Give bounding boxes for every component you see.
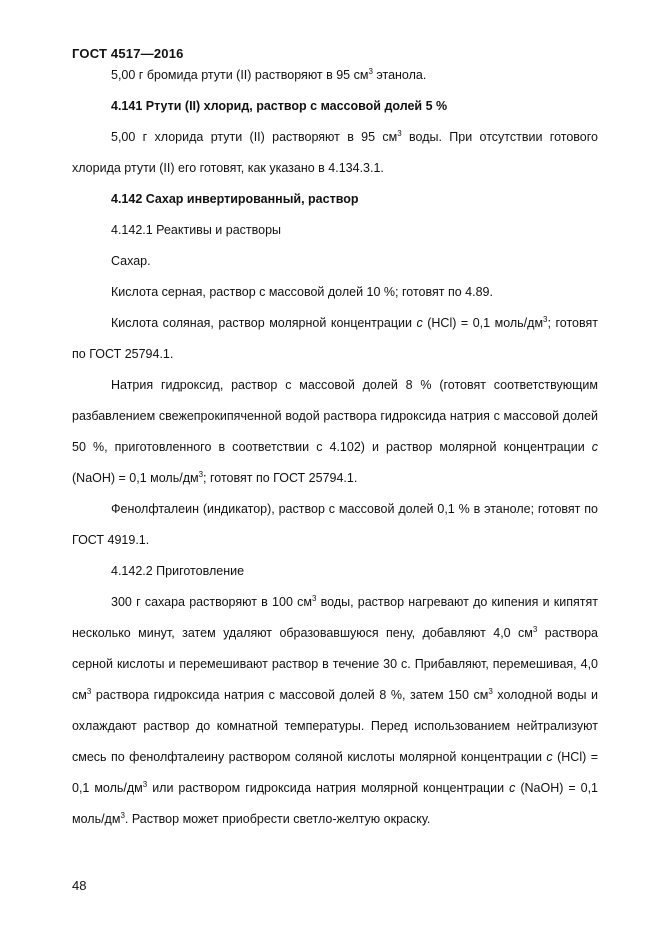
paragraph: 300 г сахара растворяют в 100 $см^3$ воды, раствор нагревают до кипения и кипятят несколько минут, затем удаляют образовавшуюся пену, добавляют 4,0 $см^3$ раствора серной кислоты и перемешивают раствор в течение 30 с. Прибавляют, перемешивая, 4,0 $см^3$ раствора гидроксида натрия с массовой долей 8 %, затем 150 $см^3$ холодной воды и охлаждают раствор до комнатной температуры. Перед использованием нейтрализуют смесь по фенолфталеину раствором соляной кислоты молярной концентрации с (HCl) = 0,1 моль/$дм^3$ или раствором гидроксида натрия молярной концентрации с (NaOH) = 0,1 моль/$дм^3$. Раствор может приобрести светло-желтую окраску.	[72, 594, 599, 826]
section-heading: 4.142 Сахар инвертированный, раствор	[111, 192, 359, 206]
paragraph: 5,00 г бромида ртути (II) растворяют в 95 $см^3$ этанола.	[111, 67, 427, 82]
document-body	[72, 60, 598, 835]
paragraph: 5,00 г хлорида ртути (II) растворяют в 95 $см^3$ воды. При отсутствии готового хлорида ртути (II) его готовят, как указано в 4.134.3.1.	[72, 129, 598, 175]
paragraph: Фенолфталеин (индикатор), раствор с массовой долей 0,1 % в этаноле; готовят по ГОСТ 4919.1.	[72, 502, 598, 547]
document-header: ГОСТ 4517—2016	[72, 46, 184, 61]
paragraph: Кислота соляная, раствор молярной концентрации с (HCl) = 0,1 моль/$дм^3$; готовят по ГОСТ 25794.1.	[72, 315, 598, 361]
subsection-heading: 4.142.2 Приготовление	[111, 564, 245, 578]
page-number: 48	[72, 878, 87, 893]
paragraph: Сахар.	[111, 254, 151, 268]
subsection-heading: 4.142.1 Реактивы и растворы	[111, 223, 282, 237]
paragraph: Кислота серная, раствор с массовой долей 10 %; готовят по 4.89.	[111, 285, 493, 299]
paragraph: Натрия гидроксид, раствор с массовой долей 8 % (готовят соответствующим разбавлением свежепрокипяченной водой раствора гидроксида натрия с массовой долей 50 %, приготовленного в соответствии с 4.102) и раствор молярной концентрации с (NaOH) = 0,1 моль/$дм^3$; готовят по ГОСТ 25794.1.	[72, 378, 598, 485]
section-heading: 4.141 Ртути (II) хлорид, раствор с массовой долей 5 %	[111, 99, 448, 113]
